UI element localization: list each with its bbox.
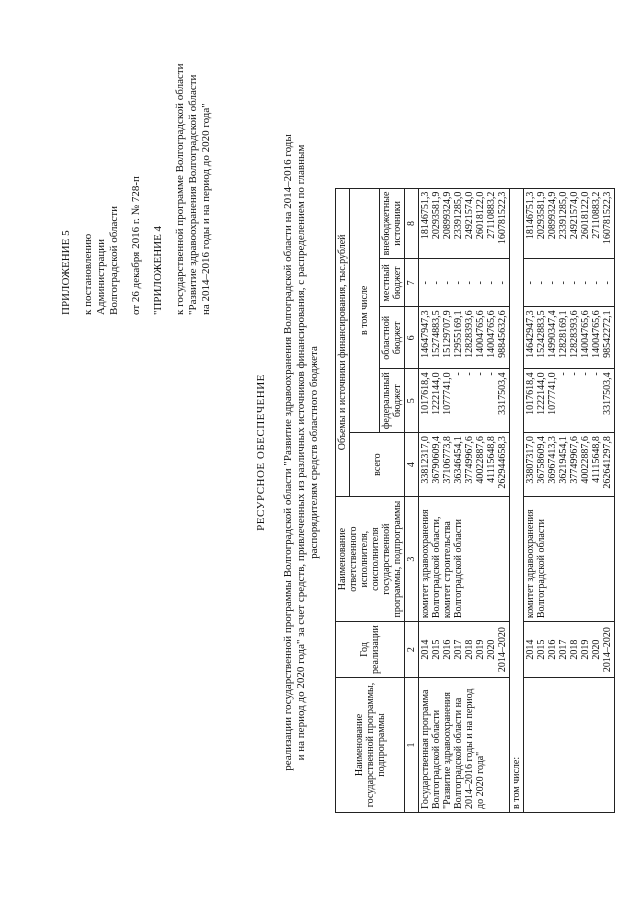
extrabudget-value: 27110883,2 [486,191,497,239]
appendix-line: Администрации [95,238,107,315]
federal-value: 3317503,4 [602,372,613,415]
regional-value: 14004765,6 [486,310,497,358]
local-value: - [464,281,475,285]
extrabudget-value: 160781522,3 [497,191,508,245]
federal-value: 1077741,0 [547,372,558,415]
total-value: 262641297,8 [602,436,613,489]
total-value: 36219454,1 [558,436,569,484]
program-name-cell [524,678,615,813]
regional-value: 14004765,6 [591,310,602,358]
appendix-line: на 2014–2016 годы и на период до 2020 года" [200,103,212,315]
federal-cell [524,369,615,433]
year-value: 2014 [420,639,431,660]
total-value: 41115648,8 [486,436,497,483]
extrabudget-value: 18146751,3 [525,191,536,240]
local-value: - [453,281,464,285]
appendix-line: к государственной программе Волгоградской области [174,63,186,315]
col-number: 1 [405,678,419,813]
total-value: 40022887,6 [580,436,591,484]
col-header-regional: областной бюджет [380,307,405,369]
regional-value: 15242883,5 [536,310,547,358]
total-value: 262944658,3 [497,436,508,489]
local-cell [524,259,615,307]
extrabudget-cell [524,188,615,259]
program-name-cell: Государственная программа Волгоградской области "Развитие здравоохранения Волгоградской области на 2014–2016 годы и на период до 2020 года" [419,678,510,813]
extrabudget-value: 26018122,0 [580,191,591,240]
year-value: 2014–2020 [602,627,613,673]
total-value: 33807317,0 [525,436,536,484]
total-value: 36758609,4 [536,436,547,484]
year-value: 2016 [442,639,453,660]
federal-value: 1017618,4 [420,372,431,415]
appendix-line: "Развитие здравоохранения Волгоградской области [187,74,199,315]
local-value: - [475,281,486,285]
extrabudget-value: 24921574,0 [464,191,475,240]
local-value: - [580,281,591,285]
col-header-executor: Наименование ответственного исполнителя, соисполнителя государственной программы, подпрограммы [336,497,405,622]
federal-value: - [453,372,464,376]
local-cell [419,259,510,307]
federal-value: - [475,372,486,376]
regional-value: 98542272,1 [602,310,613,358]
col-header-total: всего [350,433,405,497]
local-value: - [547,281,558,285]
local-value: - [431,281,442,285]
subsection-label: в том числе: [510,188,524,812]
year-value: 2016 [547,639,558,660]
appendix-title: ПРИЛОЖЕНИЕ 5 [60,230,72,315]
appendix-line: Волгоградской области [108,206,120,315]
executor-cell: комитет здравоохранения Волгоградской области, комитет строительства Волгоградской области [419,497,510,622]
document-title: РЕСУРСНОЕ ОБЕСПЕЧЕНИЕ [255,374,267,531]
extrabudget-value: 24921574,0 [569,191,580,240]
col-header-extrabudget: внебюджетные источники [380,188,405,259]
appendix-date: от 26 декабря 2016 г. № 728-п [130,176,142,315]
regional-value: 12955169,1 [453,310,464,358]
col-header-year: Год реализации [336,622,405,678]
regional-value: 14642947,3 [525,310,536,358]
extrabudget-value: 23391285,0 [558,191,569,240]
federal-cell [419,369,510,433]
year-value: 2014 [525,639,536,660]
col-number: 7 [405,259,419,307]
resource-table [335,188,615,813]
federal-value: - [569,372,580,376]
document-subtitle-line: распорядителям средств областного бюджета [308,346,320,559]
col-number: 8 [405,188,419,259]
regional-value: 12828169,1 [558,310,569,358]
col-header-federal: федеральный бюджет [380,369,405,433]
total-value: 33812317,0 [420,436,431,484]
federal-value: - [591,372,602,376]
local-value: - [420,281,431,285]
total-value: 36346454,1 [453,436,464,484]
year-value: 2020 [486,639,497,660]
year-value: 2018 [464,639,475,660]
year-value: 2015 [536,639,547,660]
year-value: 2019 [475,639,486,660]
year-value: 2014–2020 [497,627,508,673]
col-header-local: местный бюджет [380,259,405,307]
extrabudget-value: 160781522,3 [602,191,613,245]
regional-value: 12828393,6 [569,310,580,358]
year-value: 2015 [431,639,442,660]
total-value: 41115648,8 [591,436,602,483]
extrabudget-value: 18146751,3 [420,191,431,240]
year-value: 2018 [569,639,580,660]
federal-value: 1077741,0 [442,372,453,415]
document-subtitle-line: реализации государственной программы Волгоградской области "Развитие здравоохранения Волгоградской области на 2014–2016 годы [282,134,294,771]
federal-value: 1222144,0 [431,372,442,415]
total-value: 36967413,3 [547,436,558,484]
local-value: - [602,281,613,285]
document-subtitle-line: и на период до 2020 года" за счет средств, привлеченных из различных источников финансирования, с распределением по главным [295,144,307,761]
local-value: - [591,281,602,285]
regional-value: 14990347,4 [547,310,558,358]
regional-value: 98845632,6 [497,310,508,358]
total-value: 37106773,8 [442,436,453,484]
local-value: - [558,281,569,285]
regional-value: 15129707,9 [442,310,453,358]
regional-value: 14647947,3 [420,310,431,358]
extrabudget-value: 20293581,9 [536,191,547,240]
total-value: 37749967,6 [569,436,580,484]
appendix-title-2: "ПРИЛОЖЕНИЕ 4 [152,225,164,315]
extrabudget-value: 23391285,0 [453,191,464,240]
col-number: 2 [405,622,419,678]
local-value: - [497,281,508,285]
regional-value: 14004765,6 [580,310,591,358]
table-row [510,188,524,812]
local-value: - [569,281,580,285]
col-number: 5 [405,369,419,433]
extrabudget-value: 20899324,9 [442,191,453,240]
total-value: 36790609,4 [431,436,442,484]
year-cell [419,622,510,678]
total-value: 40022887,6 [475,436,486,484]
total-cell [419,433,510,497]
local-value: - [536,281,547,285]
col-header-financing: Объемы и источники финансирования, тыс.рублей [336,188,350,497]
extrabudget-value: 26018122,0 [475,191,486,240]
year-value: 2017 [453,639,464,660]
table-row [419,188,510,812]
federal-value: - [464,372,475,376]
table-row [524,188,615,812]
col-header-including: в том числе [350,188,380,433]
year-cell [524,622,615,678]
year-value: 2020 [591,639,602,660]
appendix-block [60,15,213,315]
local-value: - [486,281,497,285]
regional-value: 14004765,6 [475,310,486,358]
total-cell [524,433,615,497]
regional-cell [524,307,615,369]
regional-cell [419,307,510,369]
extrabudget-cell [419,188,510,259]
extrabudget-value: 27110883,2 [591,191,602,239]
extrabudget-value: 20293581,9 [431,191,442,240]
extrabudget-value: 20899324,9 [547,191,558,240]
federal-value: 3317503,4 [497,372,508,415]
federal-value: - [486,372,497,376]
regional-value: 15274883,5 [431,310,442,358]
col-number: 3 [405,497,419,622]
col-header-program: Наименование государственной программы, подпрограммы [336,678,405,813]
col-number: 4 [405,433,419,497]
col-number: 6 [405,307,419,369]
federal-value: - [558,372,569,376]
local-value: - [442,281,453,285]
federal-value: 1222144,0 [536,372,547,415]
federal-value: 1017618,4 [525,372,536,415]
executor-cell: комитет здравоохранения Волгоградской области [524,497,615,622]
year-value: 2017 [558,639,569,660]
federal-value: - [580,372,591,376]
year-value: 2019 [580,639,591,660]
total-value: 37749967,6 [464,436,475,484]
regional-value: 12828393,6 [464,310,475,358]
local-value: - [525,281,536,285]
appendix-line: к постановлению [82,233,94,315]
